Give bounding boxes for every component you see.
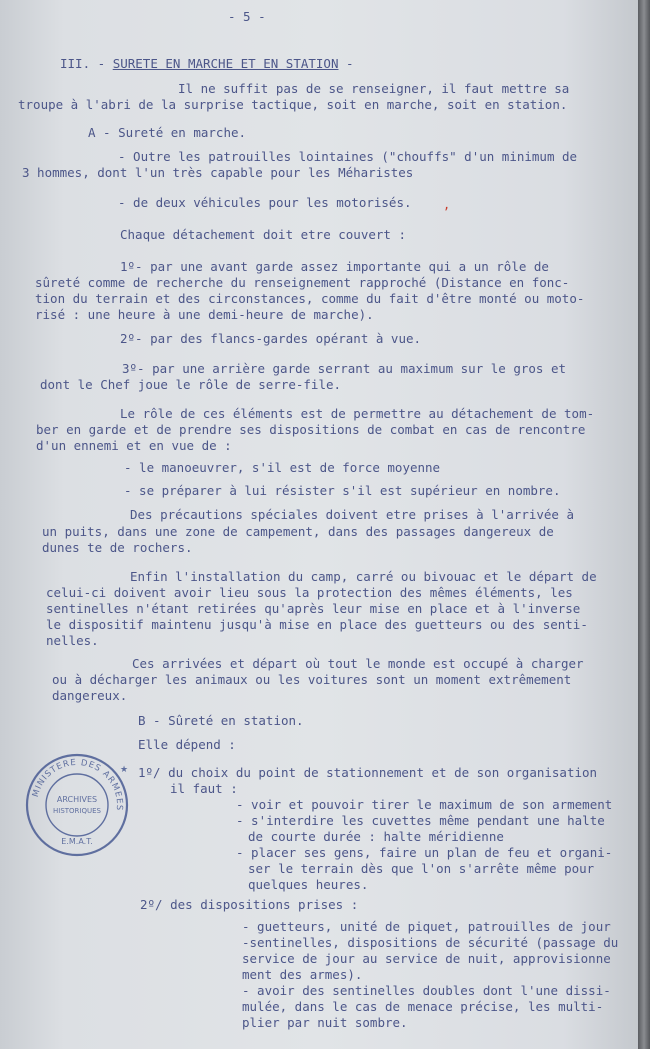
text-line: ment des armes).	[242, 967, 363, 982]
text-line: - guetteurs, unité de piquet, patrouilles de jour	[242, 919, 611, 934]
text-line: - s'interdire les cuvettes même pendant une halte	[236, 813, 605, 828]
text-line: Chaque détachement doit etre couvert :	[120, 227, 406, 242]
text-line: - avoir des sentinelles doubles dont l'une dissi-	[242, 983, 611, 998]
text-line: Des précautions spéciales doivent etre prises à l'arrivée à	[130, 507, 575, 522]
section-title: III. - SURETE EN MARCHE ET EN STATION -	[60, 56, 354, 71]
subsection-heading-a: A - Sureté en marche.	[88, 125, 247, 140]
text-line: 1º- par une avant garde assez importante qui a un rôle de	[120, 259, 549, 274]
text-line: 2º- par des flancs-gardes opérant à vue.	[120, 331, 422, 346]
stamp-center-line-1: ARCHIVES	[56, 795, 98, 804]
text-line: de courte durée : halte méridienne	[248, 829, 504, 844]
text-line: sentinelles n'étant retirées qu'après leur mise en place et à l'inverse	[46, 601, 581, 616]
text-line: dont le Chef joue le rôle de serre-file.	[40, 377, 342, 392]
text-line: mulée, dans le cas de menace précise, les multi-	[242, 999, 604, 1014]
text-line: Le rôle de ces éléments est de permettre au détachement de tom-	[120, 406, 595, 421]
text-line: Ces arrivées et départ où tout le monde est occupé à charger	[132, 656, 584, 671]
text-line: tion du terrain et des circonstances, comme du fait d'être monté ou moto-	[35, 291, 585, 306]
archives-stamp	[24, 752, 130, 858]
text-line: d'un ennemi et en vue de :	[36, 438, 232, 453]
text-line: celui-ci doivent avoir lieu sous la protection des mêmes éléments, les	[46, 585, 573, 600]
text-line: - de deux véhicules pour les motorisés.	[118, 195, 412, 210]
text-line: ou à décharger les animaux ou les voitures sont un moment extrêmement	[52, 672, 572, 687]
section-number: III.	[60, 56, 91, 71]
red-ink-mark: ,	[443, 198, 451, 212]
stamp-bottom-text: E.M.A.T.	[61, 837, 93, 846]
text-line: nelles.	[46, 633, 99, 648]
text-line: dangereux.	[52, 688, 128, 703]
text-line: plier par nuit sombre.	[242, 1015, 408, 1030]
star-icon: ★	[120, 765, 129, 775]
text-line: 3 hommes, dont l'un très capable pour les Méharistes	[22, 165, 414, 180]
text-line: risé : une heure à une demi-heure de marche).	[35, 307, 374, 322]
text-line: troupe à l'abri de la surprise tactique, soit en marche, soit en station.	[18, 97, 568, 112]
text-line: - le manoeuvrer, s'il est de force moyenne	[124, 460, 441, 475]
text-line: un puits, dans une zone de campement, dans des passages dangereux de	[42, 524, 554, 539]
text-line: - se préparer à lui résister s'il est supérieur en nombre.	[124, 483, 561, 498]
binder-edge	[638, 0, 650, 1049]
stamp-ring-text: MINISTERE DES ARMEES	[30, 757, 125, 812]
text-line: - Outre les patrouilles lointaines ("chouffs" d'un minimum de	[118, 149, 578, 164]
text-line: service de jour au service de nuit, approvisionne	[242, 951, 611, 966]
subsection-heading-b: B - Sûreté en station.	[138, 713, 304, 728]
stamp-center-line-2: HISTORIQUES	[53, 807, 101, 815]
text-line: ber en garde et de prendre ses dispositions de combat en cas de rencontre	[36, 422, 586, 437]
text-line: - voir et pouvoir tirer le maximum de son armement	[236, 797, 613, 812]
text-line: le dispositif maintenu jusqu'à mise en place des guetteurs ou des senti-	[46, 617, 588, 632]
text-line: ser le terrain dès que l'on s'arrête même pour	[248, 861, 595, 876]
text-line: Elle dépend :	[138, 737, 236, 752]
page-number: - 5 -	[228, 9, 266, 24]
text-line: quelques heures.	[248, 877, 369, 892]
section-title-text: SURETE EN MARCHE ET EN STATION	[112, 56, 339, 71]
text-line: 1º/ du choix du point de stationnement et de son organisation	[138, 765, 598, 780]
text-line: 2º/ des dispositions prises :	[140, 897, 359, 912]
text-line: dunes te de rochers.	[42, 540, 193, 555]
text-line: - placer ses gens, faire un plan de feu et organi-	[236, 845, 613, 860]
text-line: il faut :	[170, 781, 238, 796]
text-line: Enfin l'installation du camp, carré ou bivouac et le départ de	[130, 569, 597, 584]
text-line: -sentinelles, dispositions de sécurité (passage du	[242, 935, 619, 950]
stamp-seal-icon	[24, 752, 130, 858]
text-line: Il ne suffit pas de se renseigner, il faut mettre sa	[178, 81, 570, 96]
text-line: 3º- par une arrière garde serrant au maximum sur le gros et	[122, 361, 567, 376]
text-line: sûreté comme de recherche du renseignement rapproché (Distance en fonc-	[35, 275, 570, 290]
